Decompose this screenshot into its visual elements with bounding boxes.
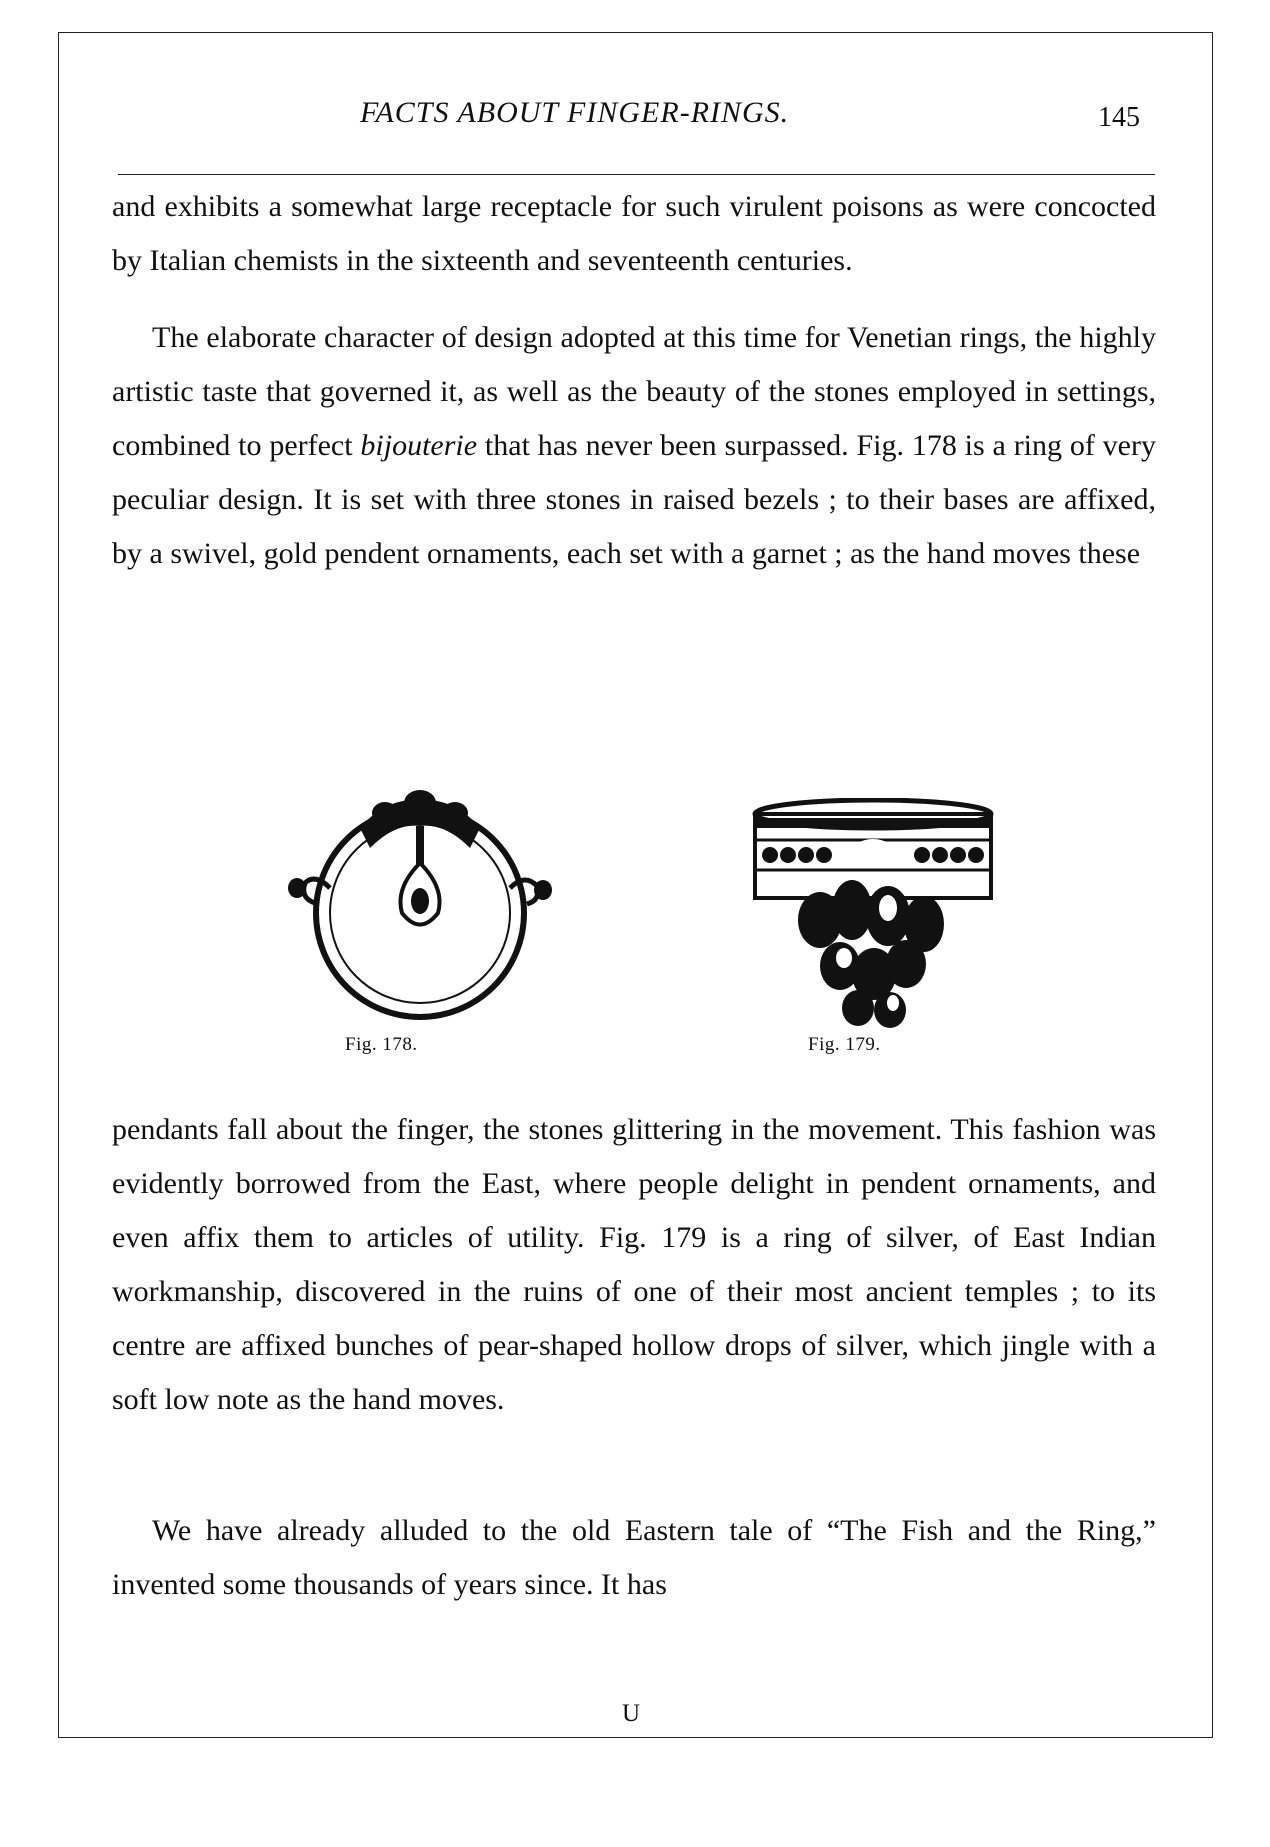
paragraph-2 [112, 311, 1156, 581]
paragraph-2-text-a: The elaborate character of design adopted at this time for Venetian rings, the highly artistic taste that governed it, as well as the beauty of the stones employed in settings, combined to perfect [112, 321, 1156, 462]
fig-179-ring-illustration [748, 798, 998, 1030]
header-rule [118, 174, 1155, 175]
page-number: 145 [1098, 102, 1140, 133]
paragraph-4: We have already alluded to the old Eastern tale of “The Fish and the Ring,” invented some thousands of years since. It has [112, 1514, 1156, 1601]
italic-term: bijouterie [360, 429, 478, 462]
running-title: FACTS ABOUT FINGER-RINGS. [360, 96, 790, 129]
signature-mark: U [622, 1700, 641, 1727]
fig-178-caption: Fig. 178. [345, 1034, 418, 1055]
paragraph-3: pendants fall about the finger, the stones glittering in the movement. This fashion was evidently borrowed from the East, where people delight in pendent ornaments, and even affix them to articles of utility. Fig. 179 is a ring of silver, of East Indian workmanship, discovered in the ruins of one of their most ancient temples ; to its centre are affixed bunches of pear-shaped hollow drops of silver, which jingle with a soft low note as the hand moves. [112, 1113, 1156, 1416]
fig-179-caption: Fig. 179. [808, 1034, 881, 1055]
paragraph-2-text-b: that has never been surpassed. Fig. 178 is a ring of very peculiar design. It is set with three stones in raised bezels ; to their bases are affixed, by a swivel, gold pendent ornaments, each set with a garnet ; as the hand moves these [112, 429, 1156, 570]
paragraph-1: and exhibits a somewhat large receptacle for such virulent poisons as were concocted by Italian chemists in the sixteenth and seventeenth centuries. [112, 190, 1156, 277]
fig-178-ring-illustration [275, 778, 565, 1028]
